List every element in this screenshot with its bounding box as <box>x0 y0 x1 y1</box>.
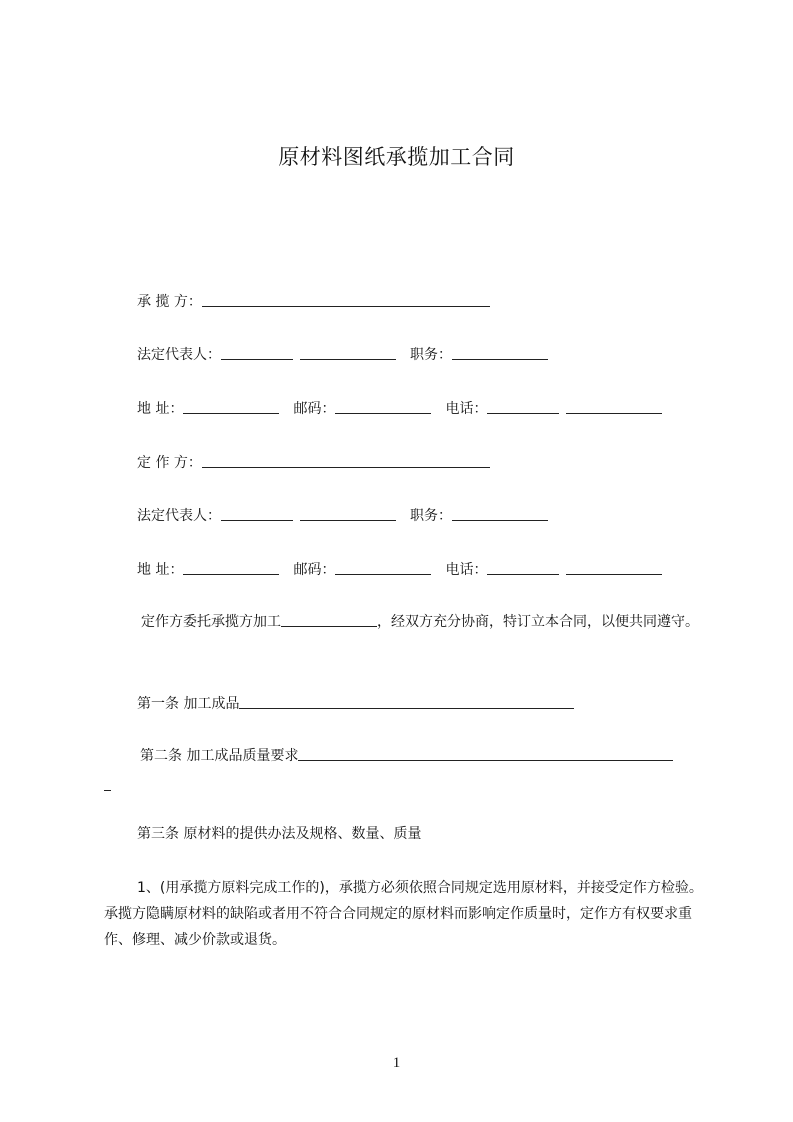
contractor-address-field[interactable] <box>183 399 279 414</box>
client-address-field[interactable] <box>183 560 279 575</box>
contractor-phone-field-2[interactable] <box>566 399 662 414</box>
client-line <box>137 453 490 472</box>
article-3-line <box>137 825 421 843</box>
contractor-position-label: 职务： <box>410 347 452 363</box>
client-postcode-field[interactable] <box>335 560 431 575</box>
article-1-line <box>137 694 574 713</box>
client-label: 定 作 方： <box>137 455 202 471</box>
preamble-text-1: 定作方委托承揽方加工 <box>141 614 281 630</box>
article-2-label: 第二条 加工成品质量要求 <box>140 748 299 764</box>
client-address-line <box>137 560 662 579</box>
article-3-label: 第三条 原材料的提供办法及规格、数量、质量 <box>137 826 422 842</box>
page-number: 1 <box>392 1055 401 1071</box>
contractor-label: 承 揽 方： <box>137 294 202 310</box>
client-position-label: 职务： <box>410 508 452 524</box>
preamble-paragraph <box>104 609 714 635</box>
article-2-line-wrap <box>104 776 111 795</box>
contractor-position-field[interactable] <box>452 345 548 360</box>
contractor-rep-field-2[interactable] <box>300 345 396 360</box>
client-phone-field[interactable] <box>487 560 559 575</box>
client-rep-line <box>137 506 548 525</box>
contractor-name-field[interactable] <box>202 292 490 307</box>
quality-requirement-field[interactable] <box>298 746 673 761</box>
clause-1-paragraph: 1、(用承揽方原料完成工作的)，承揽方必须依照合同规定选用原材料，并接受定作方检验。承揽方隐瞒原材料的缺陷或者用不符合合同规定的原材料而影响定作质量时，定作方有权要求重作、修理、减少价款或退货。 <box>104 880 703 948</box>
client-postcode-label: 邮码： <box>293 562 336 578</box>
client-phone-field-2[interactable] <box>566 560 662 575</box>
finished-product-field[interactable] <box>239 694 574 709</box>
client-rep-field[interactable] <box>221 506 293 521</box>
contractor-line <box>137 292 490 311</box>
client-position-field[interactable] <box>452 506 548 521</box>
contractor-phone-label: 电话： <box>445 401 488 417</box>
client-rep-field-2[interactable] <box>300 506 396 521</box>
contractor-postcode-field[interactable] <box>335 399 431 414</box>
contractor-rep-line <box>137 345 548 364</box>
contractor-postcode-label: 邮码： <box>293 401 336 417</box>
client-address-label: 地 址： <box>137 562 184 578</box>
client-phone-label: 电话： <box>445 562 488 578</box>
article-2-line <box>140 746 673 765</box>
article-1-label: 第一条 加工成品 <box>137 696 240 712</box>
client-rep-label: 法定代表人： <box>137 508 221 524</box>
contractor-rep-label: 法定代表人： <box>137 347 221 363</box>
contractor-rep-field[interactable] <box>221 345 293 360</box>
document-title: 原材料图纸承揽加工合同 <box>278 145 515 169</box>
quality-requirement-field-wrap[interactable] <box>104 776 111 791</box>
client-name-field[interactable] <box>202 453 490 468</box>
contractor-address-label: 地 址： <box>137 401 184 417</box>
contractor-phone-field[interactable] <box>487 399 559 414</box>
processing-item-field[interactable] <box>281 614 377 627</box>
preamble-text-2: ，经双方充分协商，特订立本合同，以便共同遵守。 <box>377 614 699 630</box>
contractor-address-line <box>137 399 662 418</box>
